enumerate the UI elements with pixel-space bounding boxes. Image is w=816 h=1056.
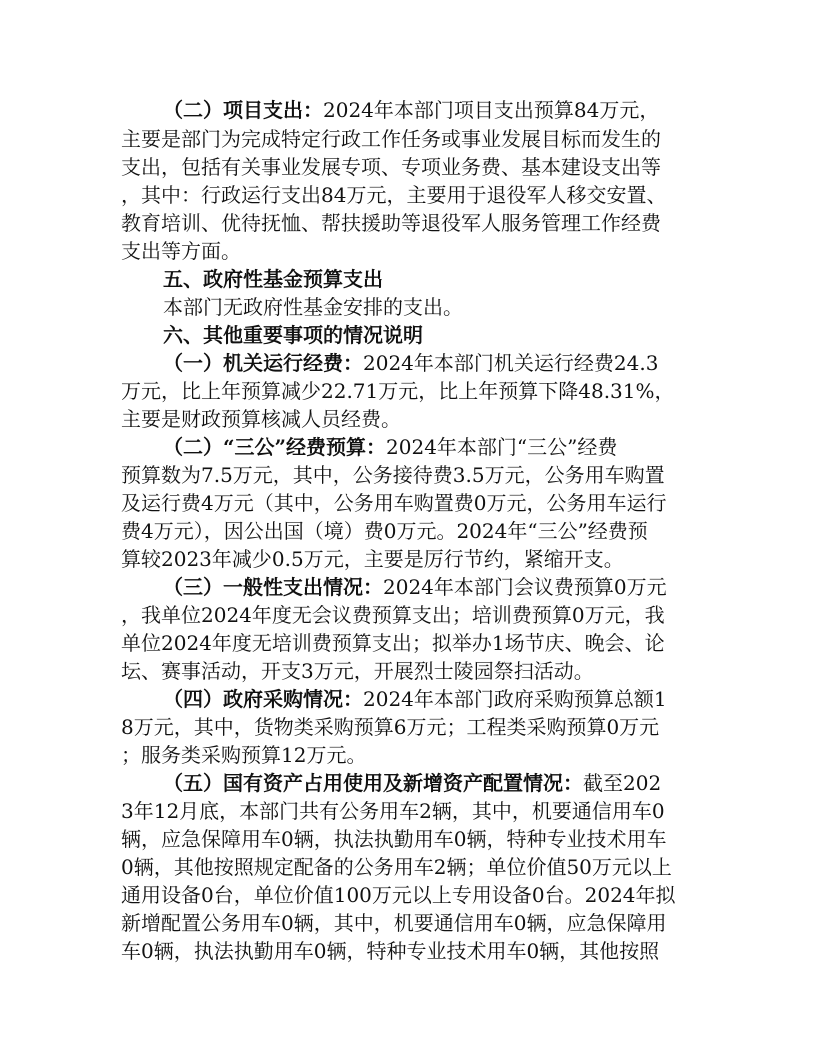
paragraph-text: 通用设备0台，单位价值100万元以上专用设备0台。2024年拟 — [121, 883, 676, 907]
section-heading: （二）“三公”经费预算： — [163, 435, 387, 459]
paragraph-text: 费4万元），因公出国（境）费0万元。2024年“三公”经费预 — [121, 519, 648, 543]
paragraph-text: 本部门无政府性基金安排的支出。 — [163, 295, 463, 319]
section-heading: 五、政府性基金预算支出 — [163, 267, 383, 291]
paragraph-text: 支出等方面。 — [121, 239, 241, 263]
paragraph-text: 预算数为7.5万元，其中，公务接待费3.5万元，公务用车购置 — [121, 463, 665, 487]
text-line — [121, 544, 696, 574]
paragraph-text: 车0辆，执法执勤用车0辆，特种专业技术用车0辆，其他按照 — [121, 939, 660, 963]
paragraph-text: ；服务类采购预算12万元。 — [121, 743, 367, 767]
text-line — [121, 936, 696, 966]
text-line — [121, 208, 696, 238]
paragraph-text: 2024年本部门会议费预算0万元 — [383, 575, 667, 599]
paragraph-text: ，其中：行政运行支出84万元，主要用于退役军人移交安置、 — [121, 183, 667, 207]
paragraph-text: 2024年本部门项目支出预算84万元， — [323, 98, 660, 122]
section-heading: （二）项目支出： — [163, 98, 323, 122]
paragraph-text: 单位2024年度无培训费预算支出；拟举办1场节庆、晚会、论 — [121, 631, 665, 655]
section-heading: （五）国有资产占用使用及新增资产配置情况： — [163, 771, 583, 795]
paragraph-text: 3年12月底，本部门共有公务用车2辆，其中，机要通信用车0 — [121, 799, 665, 823]
text-line — [121, 796, 696, 826]
text-line — [121, 460, 696, 490]
paragraph-text: 0辆，其他按照规定配备的公务用车2辆；单位价值50万元以上 — [121, 855, 672, 879]
text-line — [121, 740, 696, 770]
text-line — [121, 852, 696, 882]
section-heading: （三）一般性支出情况： — [163, 575, 383, 599]
section-heading: （一）机关运行经费： — [163, 351, 363, 375]
text-line — [163, 768, 738, 798]
paragraph-text: 支出，包括有关事业发展专项、专项业务费、基本建设支出等 — [121, 155, 661, 179]
text-line — [163, 292, 738, 322]
paragraph-text: 8万元，其中，货物类采购预算6万元；工程类采购预算0万元 — [121, 715, 660, 739]
text-line — [121, 712, 696, 742]
text-line — [121, 908, 696, 938]
text-line — [121, 488, 696, 518]
paragraph-text: 坛、赛事活动，开支3万元，开展烈士陵园祭扫活动。 — [121, 659, 594, 683]
text-line — [121, 824, 696, 854]
paragraph-text: 2024年本部门机关运行经费24.3 — [363, 351, 659, 375]
paragraph-text: ，我单位2024年度无会议费预算支出；培训费预算0万元，我 — [121, 603, 665, 627]
text-line — [163, 348, 738, 378]
text-line — [121, 404, 696, 434]
paragraph-text: 算较2023年减少0.5万元，主要是厉行节约，紧缩开支。 — [121, 547, 624, 571]
text-line — [163, 432, 738, 462]
text-line — [121, 180, 696, 210]
paragraph-text: 主要是部门为完成特定行政工作任务或事业发展目标而发生的 — [121, 127, 661, 151]
text-line — [121, 600, 696, 630]
paragraph-text: 教育培训、优待抚恤、帮扶援助等退役军人服务管理工作经费 — [121, 211, 661, 235]
paragraph-text: 及运行费4万元（其中，公务用车购置费0万元，公务用车运行 — [121, 491, 667, 515]
text-line — [163, 572, 738, 602]
paragraph-text: 2024年本部门“三公”经费 — [386, 435, 618, 459]
section-heading: （四）政府采购情况： — [163, 687, 363, 711]
section-heading: 六、其他重要事项的情况说明 — [163, 323, 423, 347]
text-line — [121, 124, 696, 154]
text-line — [121, 376, 696, 406]
paragraph-text: 2024年本部门政府采购预算总额1 — [363, 687, 667, 711]
text-line — [163, 95, 738, 125]
paragraph-text: 主要是财政预算核减人员经费。 — [121, 407, 401, 431]
text-line — [121, 628, 696, 658]
text-line — [121, 516, 696, 546]
text-line — [121, 236, 696, 266]
text-line — [163, 684, 738, 714]
text-line — [121, 880, 696, 910]
text-line — [121, 152, 696, 182]
text-line — [163, 264, 738, 294]
text-line — [163, 320, 738, 350]
paragraph-text: 辆，应急保障用车0辆，执法执勤用车0辆，特种专业技术用车 — [121, 827, 667, 851]
paragraph-text: 新增配置公务用车0辆，其中，机要通信用车0辆，应急保障用 — [121, 911, 667, 935]
paragraph-text: 截至202 — [583, 771, 662, 795]
text-line — [121, 656, 696, 686]
paragraph-text: 万元，比上年预算减少22.71万元，比上年预算下降48.31%， — [121, 379, 675, 403]
